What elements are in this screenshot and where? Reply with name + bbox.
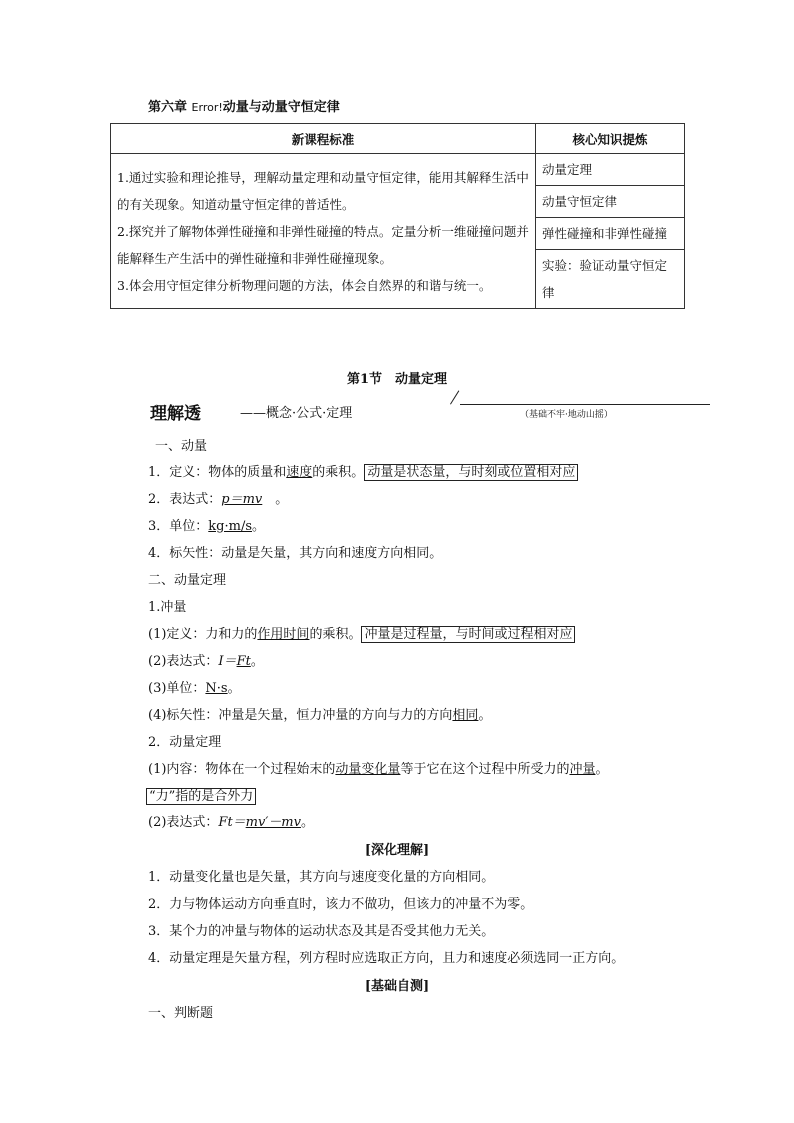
thm-note-box: “力”指的是合外力 <box>146 788 256 805</box>
heading-theorem-2: 2．动量定理 <box>148 735 222 750</box>
deep-heading: [深化理解] <box>364 843 430 858</box>
section-title: 第1节 动量定理 <box>346 372 448 387</box>
field-error-text: Error! <box>191 101 223 114</box>
imp-expr-b: Ft <box>236 654 251 669</box>
momentum-definition <box>148 460 578 486</box>
def-tail: 的乘积。 <box>312 465 365 480</box>
thm-content-ul2: 冲量 <box>569 762 596 777</box>
knowledge-point-3: 弹性碰撞和非弹性碰撞 <box>536 218 685 250</box>
imp-expr-label: (2)表达式： <box>148 654 219 669</box>
imp-vec-underlined: 相同 <box>452 708 479 723</box>
imp-expr-a: I＝ <box>218 654 237 669</box>
impulse-vector <box>148 703 491 729</box>
banner-rule <box>460 404 710 405</box>
imp-note-box: 冲量是过程量，与时间或过程相对应 <box>361 626 575 643</box>
thm-content-tail: 。 <box>595 762 609 777</box>
standard-item-1: 1.通过实验和理论推导，理解动量定理和动量守恒定律，能用其解释生活中的有关现象。知道动量守恒定律的普适性。 <box>117 169 529 212</box>
thm-expr-b: mv′－mv <box>245 815 301 830</box>
self-test-heading: [基础自测] <box>364 979 430 994</box>
knowledge-point-2: 动量守恒定律 <box>536 186 685 218</box>
theorem-note <box>146 784 256 810</box>
deep-item-4: 4．动量定理是矢量方程，列方程时应选取正方向，且力和速度必须选同一正方向。 <box>148 951 625 966</box>
standard-item-3: 3.体会用守恒定律分析物理问题的方法，体会自然界的和谐与统一。 <box>117 277 492 293</box>
imp-def-tail: 的乘积。 <box>309 627 362 642</box>
thm-content-b: 等于它在这个过程中所受力的 <box>400 762 570 777</box>
unit-value: kg·m/s <box>208 519 252 534</box>
heading-impulse: 1.冲量 <box>148 600 187 615</box>
heading-theorem: 二、动量定理 <box>148 573 227 588</box>
knowledge-point-1: 动量定理 <box>536 154 685 186</box>
def-underlined: 速度 <box>286 465 313 480</box>
standards-cell <box>111 154 536 309</box>
def-note-box: 动量是状态量，与时刻或位置相对应 <box>364 464 578 481</box>
banner-sub: ——概念·公式·定理 <box>240 406 353 421</box>
thm-expr-tail: 。 <box>300 815 314 830</box>
imp-unit-label: (3)单位： <box>148 681 206 696</box>
thm-expr-a: Ft＝ <box>218 815 246 830</box>
expr-tail: 。 <box>262 492 289 507</box>
banner-main: 理解透 <box>150 404 201 424</box>
section-banner <box>150 395 710 429</box>
imp-def-underlined: 作用时间 <box>257 627 310 642</box>
momentum-expression <box>148 487 288 513</box>
imp-vec-tail: 。 <box>478 708 492 723</box>
imp-expr-tail: 。 <box>250 654 264 669</box>
thm-expr-label: (2)表达式： <box>148 815 219 830</box>
chapter-prefix: 第六章 <box>148 100 188 115</box>
momentum-unit <box>148 514 265 540</box>
impulse-expression <box>148 649 264 675</box>
deep-item-3: 3．某个力的冲量与物体的运动状态及其是否受其他力无关。 <box>148 924 495 939</box>
thm-content-ul: 动量变化量 <box>335 762 401 777</box>
judge-heading: 一、判断题 <box>148 1006 214 1021</box>
imp-vec-a: (4)标矢性：冲量是矢量，恒力冲量的方向与力的方向 <box>148 708 453 723</box>
theorem-content <box>148 757 608 783</box>
def-label: 1．定义：物体的质量和 <box>148 465 287 480</box>
standard-item-2: 2.探究并了解物体弹性碰撞和非弹性碰撞的特点。定量分析一维碰撞问题并能解释生产生活中的弹性碰撞和非弹性碰撞现象。 <box>117 223 529 266</box>
impulse-definition <box>148 622 575 648</box>
thm-content-a: (1)内容：物体在一个过程始末的 <box>148 762 336 777</box>
table-header-knowledge: 核心知识提炼 <box>536 124 685 154</box>
heading-momentum: 一、动量 <box>155 439 208 454</box>
table-header-standard: 新课程标准 <box>111 124 536 154</box>
banner-slash-divider <box>450 390 459 404</box>
deep-item-2: 2．力与物体运动方向垂直时，该力不做功，但该力的冲量不为零。 <box>148 897 534 912</box>
expr-label: 2．表达式： <box>148 492 222 507</box>
imp-unit-tail: 。 <box>227 681 241 696</box>
expr-formula: p＝mv <box>221 492 263 507</box>
unit-tail: 。 <box>252 519 266 534</box>
curriculum-table <box>110 123 685 309</box>
chapter-title: 动量与动量守恒定律 <box>222 100 340 115</box>
knowledge-point-4: 实验：验证动量守恒定律 <box>536 250 685 309</box>
chapter-heading <box>148 96 340 115</box>
banner-note: （基础不牢·地动山摇） <box>520 410 613 420</box>
imp-unit-value: N·s <box>205 681 228 696</box>
impulse-unit <box>148 676 241 702</box>
theorem-expression <box>148 810 314 836</box>
momentum-vector: 4．标矢性：动量是矢量，其方向和速度方向相同。 <box>148 546 443 561</box>
imp-def-label: (1)定义：力和力的 <box>148 627 258 642</box>
unit-label: 3．单位： <box>148 519 209 534</box>
deep-item-1: 1．动量变化量也是矢量，其方向与速度变化量的方向相同。 <box>148 870 495 885</box>
